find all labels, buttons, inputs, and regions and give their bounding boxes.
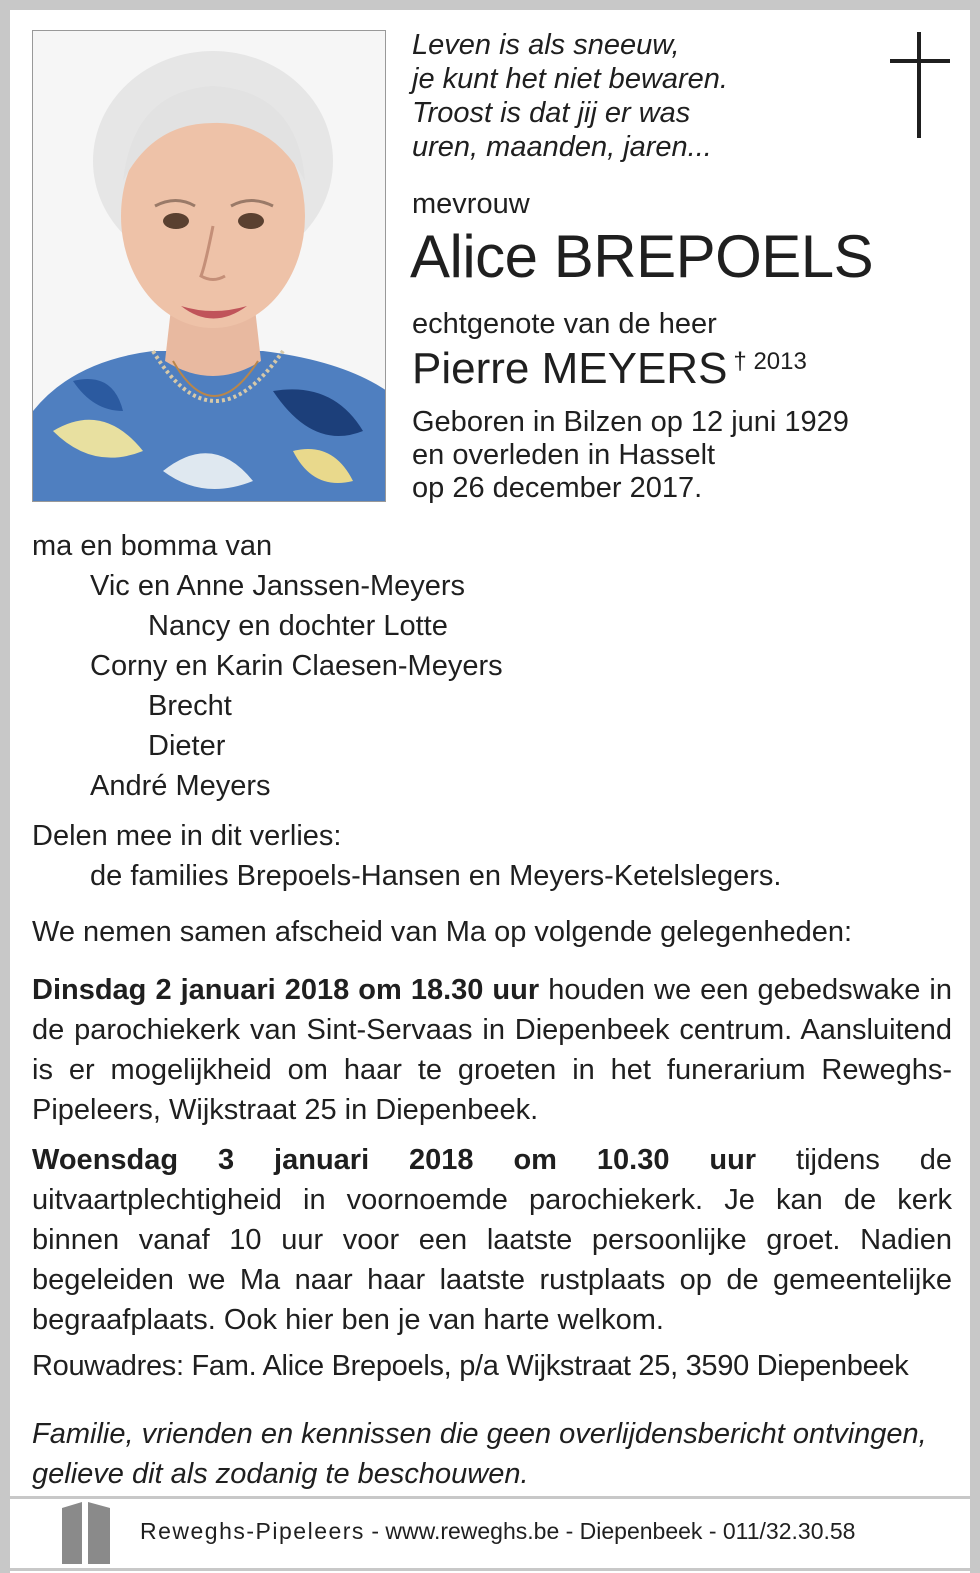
funeral-paragraph (32, 1140, 952, 1340)
family-list (32, 526, 503, 806)
mourning-address: Rouwadres: Fam. Alice Brepoels, p/a Wijkstraat 25, 3590 Diepenbeek (32, 1350, 909, 1382)
family-heading: ma en bomma van (32, 530, 273, 562)
honorific: mevrouw (412, 188, 530, 220)
birth-line: op 26 december 2017. (412, 472, 703, 504)
birth-line: Geboren in Bilzen op 12 juni 1929 (412, 406, 849, 438)
funeral-home-logo-icon (58, 1500, 114, 1566)
closing-line: Familie, vrienden en kennissen die geen overlijdensbericht ontvingen, (32, 1418, 927, 1450)
funeral-text: tijdens de uitvaartplechtigheid in voornoemde parochiekerk. Je kan de kerk binnen vanaf 10 uur voor een laatste persoonlijke groet. Nadien begeleiden we Ma naar haar laatste rustplaats op de gemeentelijke begraafplaats. Ook hier ben je van harte welkom. (32, 1144, 953, 1336)
footer-contact (140, 1518, 855, 1545)
funeral-datetime: Woensdag 3 januari 2018 om 10.30 uur (32, 1144, 757, 1176)
footer-divider (10, 1496, 970, 1499)
footer-details: - www.reweghs.be - Diepenbeek - 011/32.30.58 (364, 1518, 856, 1544)
wake-text: houden we een gebedswake in de parochiekerk van Sint-Servaas in Diepenbeek centrum. Aansluitend is er mogelijkheid om haar te groeten in het funerarium Reweghs-Pipeleers, Wijkstraat 25 in Diepenbeek. (32, 974, 952, 1126)
spouse-intro: echtgenote van de heer (412, 308, 717, 340)
wake-paragraph (32, 970, 952, 1130)
sharing-section (32, 816, 781, 896)
closing-note (32, 1414, 927, 1494)
poem-line: Troost is dat jij er was (412, 97, 691, 129)
funeral-home-name: Reweghs-Pipeleers (140, 1518, 365, 1544)
sharing-families: de families Brepoels-Hansen en Meyers-Ketelslegers. (90, 860, 782, 892)
family-member: Vic en Anne Janssen-Meyers (90, 570, 466, 602)
spouse-death-year: † 2013 (733, 348, 807, 375)
poem-line: je kunt het niet bewaren. (412, 63, 728, 95)
sharing-heading: Delen mee in dit verlies: (32, 820, 342, 852)
portrait-photo (32, 30, 386, 502)
services-intro: We nemen samen afscheid van Ma op volgende gelegenheden: (32, 916, 853, 948)
poem-line: Leven is als sneeuw, (412, 29, 680, 61)
footer-bottom-divider (10, 1568, 970, 1571)
deceased-name: Alice BREPOELS (410, 223, 874, 290)
family-member: Nancy en dochter Lotte (148, 610, 448, 642)
closing-line: gelieve dit als zodanig te beschouwen. (32, 1458, 529, 1490)
poem (412, 28, 728, 164)
family-member: Brecht (148, 690, 232, 722)
poem-line: uren, maanden, jaren... (412, 131, 712, 163)
birth-line: en overleden in Hasselt (412, 439, 716, 471)
birth-death-info (412, 406, 849, 505)
family-member: André Meyers (90, 770, 271, 802)
family-member: Dieter (148, 730, 226, 762)
wake-datetime: Dinsdag 2 januari 2018 om 18.30 uur (32, 974, 540, 1006)
cross-icon (890, 32, 950, 138)
spouse-name-line (412, 344, 807, 401)
spouse-name: Pierre MEYERS (412, 344, 728, 393)
family-member: Corny en Karin Claesen-Meyers (90, 650, 503, 682)
portrait-illustration (33, 31, 386, 502)
